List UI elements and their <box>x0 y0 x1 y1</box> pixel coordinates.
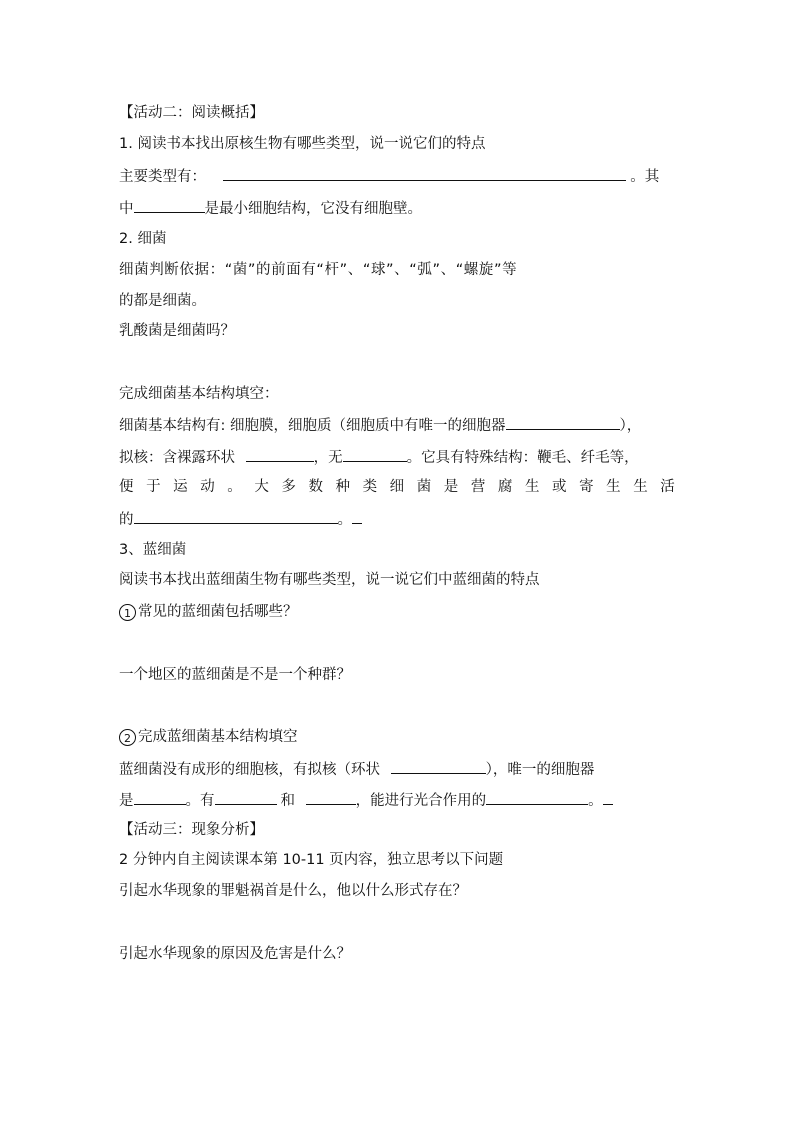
bacteria-struct-line4 <box>119 508 362 530</box>
organism-type-blank[interactable] <box>486 789 588 805</box>
culprit-question: 引起水华现象的罪魁祸首是什么，他以什么形式存在？ <box>119 883 467 899</box>
s1-a: 蓝细菌没有成形的细胞核，有拟核（环状 <box>119 762 380 778</box>
struct-a-end: ）， <box>619 418 642 434</box>
activity3-instruction: 2 分钟内自主阅读课本第 10-11 页内容，独立思考以下问题 <box>119 852 504 868</box>
q1-smallest-line <box>119 197 422 219</box>
char: 营 <box>470 479 486 495</box>
char: 生 <box>606 479 621 495</box>
activity2-heading: 【活动二：阅读概括】 <box>119 105 264 121</box>
q3-intro: 阅读书本找出蓝细菌生物有哪些类型，说一说它们中蓝细菌的特点 <box>119 572 540 588</box>
nutrition-mode-blank[interactable] <box>134 508 338 524</box>
char: 菌 <box>416 479 432 495</box>
trailing-underline <box>352 508 362 524</box>
common-question: 常见的蓝细菌包括哪些？ <box>138 604 298 620</box>
q3-title: 3、蓝细菌 <box>119 542 187 558</box>
s2-a: 是 <box>119 793 134 809</box>
nucleoid-dna-blank[interactable] <box>246 446 314 462</box>
organelle-blank[interactable] <box>506 414 620 430</box>
char: 生 <box>524 479 540 495</box>
circled-number-2: 2 <box>119 729 136 746</box>
population-question: 一个地区的蓝细菌是不是一个种群？ <box>119 667 351 683</box>
struct-b1-text: 拟核：含裸露环状 <box>119 450 235 466</box>
cause-question: 引起水华现象的原因及危害是什么？ <box>119 946 351 962</box>
struct-b2-text: ，无 <box>313 450 343 466</box>
bacteria-struct-line3 <box>119 477 675 497</box>
char: 寄 <box>579 479 594 495</box>
char: 多 <box>281 479 296 495</box>
cyano-dna-blank[interactable] <box>391 758 486 774</box>
activity3-heading: 【活动三：现象分析】 <box>119 822 264 838</box>
char: 于 <box>146 479 161 495</box>
char: 大 <box>254 479 269 495</box>
s2-b: 。有 <box>185 793 215 809</box>
bacteria-struct-line1 <box>119 414 641 436</box>
struct-d-b: 。 <box>337 512 352 528</box>
cyano-struct-line1 <box>119 758 594 780</box>
fill-title: 完成蓝细菌基本结构填空 <box>138 729 298 745</box>
q3-common-line <box>119 602 298 622</box>
struct-a-text: 细菌基本结构有: 细胞膜，细胞质（细胞质中有唯一的细胞器 <box>119 418 506 434</box>
char: 活 <box>660 479 675 495</box>
char: 是 <box>443 479 459 495</box>
q1-qi-text: 。其 <box>630 169 660 185</box>
q3-fill-title-line <box>119 727 298 747</box>
char: 或 <box>552 479 567 495</box>
bacteria-rule-line2: 的都是细菌。 <box>119 293 206 309</box>
char: 便 <box>119 479 134 495</box>
s2-e: 。 <box>588 793 603 809</box>
char: 动 <box>200 479 215 495</box>
char: 腐 <box>497 479 513 495</box>
char: 运 <box>173 479 188 495</box>
cyano-organelle-blank[interactable] <box>134 789 186 805</box>
smallest-text: 是最小细胞结构，它没有细胞壁。 <box>204 201 422 217</box>
char: 生 <box>633 479 648 495</box>
zhong-text: 中 <box>119 201 134 217</box>
q1-main-types-line <box>119 165 659 187</box>
circled-number-1: 1 <box>119 604 136 621</box>
bacteria-fill-intro: 完成细菌基本结构填空： <box>119 386 279 402</box>
absent-structure-blank[interactable] <box>343 446 407 462</box>
char: 细 <box>389 479 405 495</box>
bacteria-struct-line2 <box>119 446 639 468</box>
bacteria-rule-line1: 细菌判断依据：“菌”的前面有“杆”、“球”、“弧”、“螺旋”等 <box>119 262 518 278</box>
char: 种 <box>335 479 350 495</box>
q1-main-types-label: 主要类型有： <box>119 169 206 185</box>
char: 类 <box>362 479 378 495</box>
char: 。 <box>227 479 242 495</box>
s2-c: 和 <box>280 793 295 809</box>
pigment2-blank[interactable] <box>306 789 356 805</box>
char: 数 <box>308 479 323 495</box>
cyano-struct-line2 <box>119 789 613 811</box>
q1-title: 1. 阅读书本找出原核生物有哪些类型，说一说它们的特点 <box>119 136 486 152</box>
pigment1-blank[interactable] <box>215 789 277 805</box>
struct-d-a: 的 <box>119 512 134 528</box>
s1-b: ），唯一的细胞器 <box>485 762 595 778</box>
s2-d: ，能进行光合作用的 <box>355 793 487 809</box>
trailing-underline <box>603 789 613 805</box>
struct-b3-text: 。它具有特殊结构：鞭毛、纤毛等， <box>406 450 639 466</box>
lactic-question: 乳酸菌是细菌吗？ <box>119 323 235 339</box>
main-types-blank[interactable] <box>223 165 626 181</box>
smallest-cell-blank[interactable] <box>134 197 205 213</box>
q2-title: 2. 细菌 <box>119 231 167 247</box>
